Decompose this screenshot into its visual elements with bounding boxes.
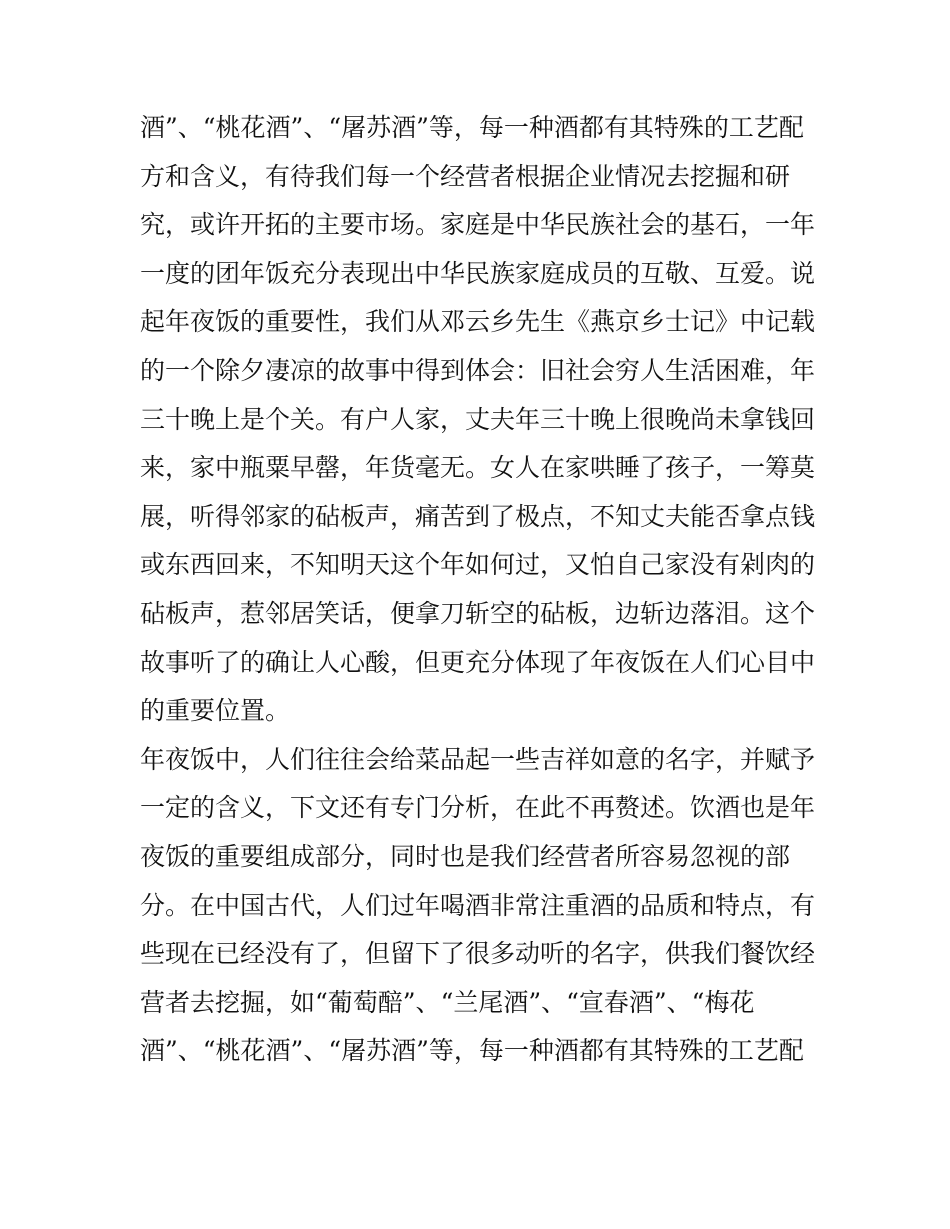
text-line: 方和含义，有待我们每一个经营者根据企业情况去挖掘和研 bbox=[140, 161, 791, 191]
text-line: 酒”、“桃花酒”、“屠苏酒”等，每一种酒都有其特殊的工艺配 bbox=[140, 1036, 804, 1066]
text-line: 营者去挖掘，如“葡萄醅”、“兰尾酒”、“宣春酒”、“梅花 bbox=[140, 987, 755, 1017]
text-line: 故事听了的确让人心酸，但更充分体现了年夜饭在人们心目中 bbox=[140, 647, 816, 677]
text-line: 展，听得邻家的砧板声，痛苦到了极点，不知丈夫能否拿点钱 bbox=[140, 501, 816, 531]
text-line: 酒”、“桃花酒”、“屠苏酒”等，每一种酒都有其特殊的工艺配 bbox=[140, 113, 804, 142]
body-text bbox=[140, 104, 820, 1076]
text-line: 来，家中瓶粟早罄，年货毫无。女人在家哄睡了孩子，一筹莫 bbox=[140, 453, 816, 483]
text-line: 些现在已经没有了，但留下了很多动听的名字，供我们餐饮经 bbox=[140, 939, 816, 969]
text-line: 年夜饭中，人们往往会给菜品起一些吉祥如意的名字，并赋予 bbox=[140, 744, 816, 774]
text-line: 砧板声，惹邻居笑话，便拿刀斩空的砧板，边斩边落泪。这个 bbox=[140, 598, 816, 628]
text-line: 或东西回来，不知明天这个年如何过，又怕自己家没有剁肉的 bbox=[140, 550, 816, 580]
text-line: 的一个除夕凄凉的故事中得到体会：旧社会穷人生活困难，年 bbox=[140, 355, 816, 385]
text-line: 夜饭的重要组成部分，同时也是我们经营者所容易忽视的部 bbox=[140, 841, 791, 871]
text-line: 一定的含义，下文还有专门分析，在此不再赘述。饮酒也是年 bbox=[140, 793, 816, 823]
text-line: 的重要位置。 bbox=[140, 696, 291, 726]
text-line: 究，或许开拓的主要市场。家庭是中华民族社会的基石，一年 bbox=[140, 210, 816, 240]
text-line: 一度的团年饭充分表现出中华民族家庭成员的互敬、互爱。说 bbox=[140, 258, 816, 288]
text-line: 三十晚上是个关。有户人家，丈夫年三十晚上很晚尚未拿钱回 bbox=[140, 404, 816, 434]
text-line: 分。在中国古代，人们过年喝酒非常注重酒的品质和特点，有 bbox=[140, 890, 816, 920]
text-line: 起年夜饭的重要性，我们从邓云乡先生《燕京乡士记》中记载 bbox=[140, 307, 816, 337]
